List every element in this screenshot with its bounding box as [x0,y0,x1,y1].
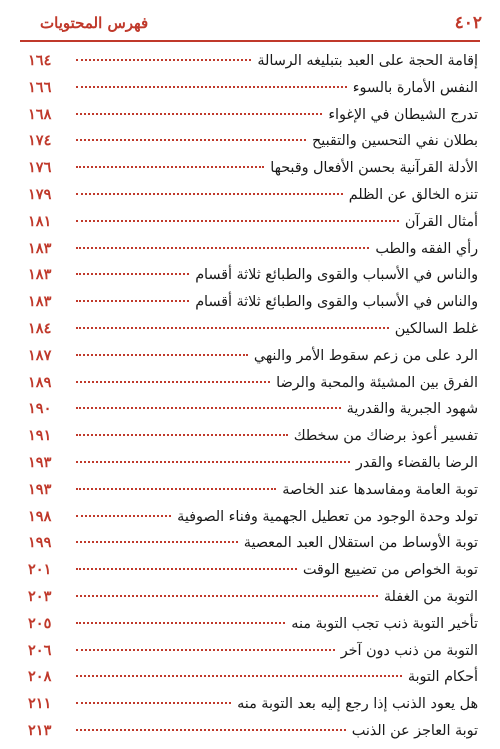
toc-entry-page: ١٩١ [28,427,52,445]
toc-entry-page: ٢٠١ [28,561,52,579]
toc-entry-page: ١٨٣ [28,293,52,311]
toc-entry-page: ٢١١ [28,695,52,713]
toc-entry-page: ٢٠٨ [28,668,52,686]
toc-entry-page: ١٩٩ [28,534,52,552]
toc-entry[interactable] [28,159,478,186]
dot-leader [76,702,231,704]
toc-entry-title: تنزه الخالق عن الظلم [348,186,478,203]
dot-leader [76,595,378,597]
header-rule [20,40,480,42]
toc-entry-page: ١٩٣ [28,453,52,471]
toc-entry-title: الرضا بالقضاء والقدر [355,454,478,471]
running-title: فهرس المحتويات [40,14,149,32]
toc-entry[interactable] [28,320,478,347]
toc-entry[interactable] [28,266,478,293]
toc-entry-page: ٢٠٥ [28,614,52,632]
toc-entry[interactable] [28,722,478,749]
toc-entry-page: ١٨٧ [28,346,52,364]
toc-entry-title: والناس في الأسباب والقوى والطبائع ثلاثة أقسام [195,267,478,284]
toc-entry-title: التوبة من ذنب دون آخر [340,642,478,659]
toc-entry-title: توبة العامة ومفاسدها عند الخاصة [282,481,478,498]
dot-leader [76,139,306,141]
toc-entry-page: ١٦٨ [28,105,52,123]
toc-entry[interactable] [28,615,478,642]
toc-entry[interactable] [28,374,478,401]
dot-leader [76,568,297,570]
toc-entry[interactable] [28,132,478,159]
toc-entry-title: بطلان نفي التحسين والتقبيح [312,133,478,150]
toc-entry-page: ١٦٤ [28,52,52,69]
toc-entry[interactable] [28,52,478,79]
toc-entry[interactable] [28,588,478,615]
toc-entry-title: الرد على من زعم سقوط الأمر والنهي [253,347,478,364]
page-number: ٤٠٢ [454,13,482,33]
toc-entry-page: ٢٠٦ [28,641,52,659]
toc-entry-page: ١٧٦ [28,159,52,177]
toc-entry[interactable] [28,186,478,213]
toc-entry-page: ١٩٣ [28,480,52,498]
toc-entry-title: رأي الفقه والطب [375,240,478,257]
toc-entry-page: ١٨٣ [28,266,52,284]
toc-entry-title: توبة الأوساط من استقلال العبد المعصية [243,535,478,552]
toc-entry-title: إقامة الحجة على العبد بتبليغه الرسالة [257,53,478,69]
dot-leader [76,86,347,88]
dot-leader [76,488,276,490]
page-header [0,0,500,44]
dot-leader [76,649,335,651]
toc-entry[interactable] [28,240,478,267]
toc-entry[interactable] [28,561,478,588]
dot-leader [76,622,285,624]
toc-entry-title: توبة الخواص من تضييع الوقت [302,562,478,579]
toc-entry-page: ١٧٤ [28,132,52,150]
toc-entry[interactable] [28,508,478,535]
toc-entry-page: ١٨٩ [28,373,52,391]
toc-entry-title: توبة العاجز عن الذنب [351,722,478,739]
dot-leader [76,193,343,195]
toc-entry[interactable] [28,695,478,722]
dot-leader [76,327,389,329]
toc-entry[interactable] [28,454,478,481]
toc-entry-page: ٢١٣ [28,721,52,739]
dot-leader [76,59,251,61]
dot-leader [76,515,171,517]
toc-entry-page: ١٨٤ [28,319,52,337]
dot-leader [76,729,346,731]
toc-entry-title: تدرج الشيطان في الإغواء [328,106,478,123]
toc-entry-page: ١٦٦ [28,78,52,96]
toc-entry-title: الأدلة القرآنية بحسن الأفعال وقبحها [270,160,478,177]
toc-entry-title: أحكام التوبة [407,669,478,686]
dot-leader [76,434,288,436]
toc-entry[interactable] [28,213,478,240]
dot-leader [76,675,402,677]
toc-entry[interactable] [28,79,478,106]
dot-leader [76,407,341,409]
toc-entry[interactable] [28,293,478,320]
toc-entry-title: تفسير أعوذ برضاك من سخطك [293,428,478,445]
toc-entry-page: ١٧٩ [28,185,52,203]
toc-entry-title: أمثال القرآن [404,213,478,230]
toc-entry-page: ١٨١ [28,212,52,230]
dot-leader [76,300,189,302]
toc-entry-title: النفس الأمارة بالسوء [352,79,478,96]
dot-leader [76,273,189,275]
toc-entry-title: شهود الجبرية والقدرية [346,401,478,418]
toc-entry[interactable] [28,642,478,669]
toc-entry-page: ١٩٠ [28,400,52,418]
toc-entry[interactable] [28,427,478,454]
toc-entry-title: تولد وحدة الوجود من تعطيل الجهمية وفناء الصوفية [177,508,478,525]
toc-entry[interactable] [28,347,478,374]
toc-entry[interactable] [28,400,478,427]
toc-entry-title: التوبة من الغفلة [383,588,478,605]
toc-entry[interactable] [28,668,478,695]
toc-entry-title: الفرق بين المشيئة والمحبة والرضا [276,374,478,391]
dot-leader [76,166,264,168]
dot-leader [76,113,322,115]
dot-leader [76,247,369,249]
toc-entry[interactable] [28,106,478,133]
dot-leader [76,354,248,356]
dot-leader [76,541,238,543]
toc-entry-page: ١٩٨ [28,507,52,525]
toc-entry-page: ٢٠٣ [28,587,52,605]
dot-leader [76,220,399,222]
dot-leader [76,461,350,463]
toc-entry[interactable] [28,534,478,561]
toc-entry-title: تأخير التوبة ذنب تجب التوبة منه [291,615,478,632]
toc-entry-title: والناس في الأسباب والقوى والطبائع ثلاثة أقسام [195,294,478,311]
toc-entry-title: غلط السالكين [394,320,478,337]
toc-entry-page: ١٨٣ [28,239,52,257]
toc-entry[interactable] [28,481,478,508]
dot-leader [76,381,270,383]
toc-entry-title: هل يعود الذنب إذا رجع إليه بعد التوبة منه [237,696,478,713]
table-of-contents [28,52,478,749]
